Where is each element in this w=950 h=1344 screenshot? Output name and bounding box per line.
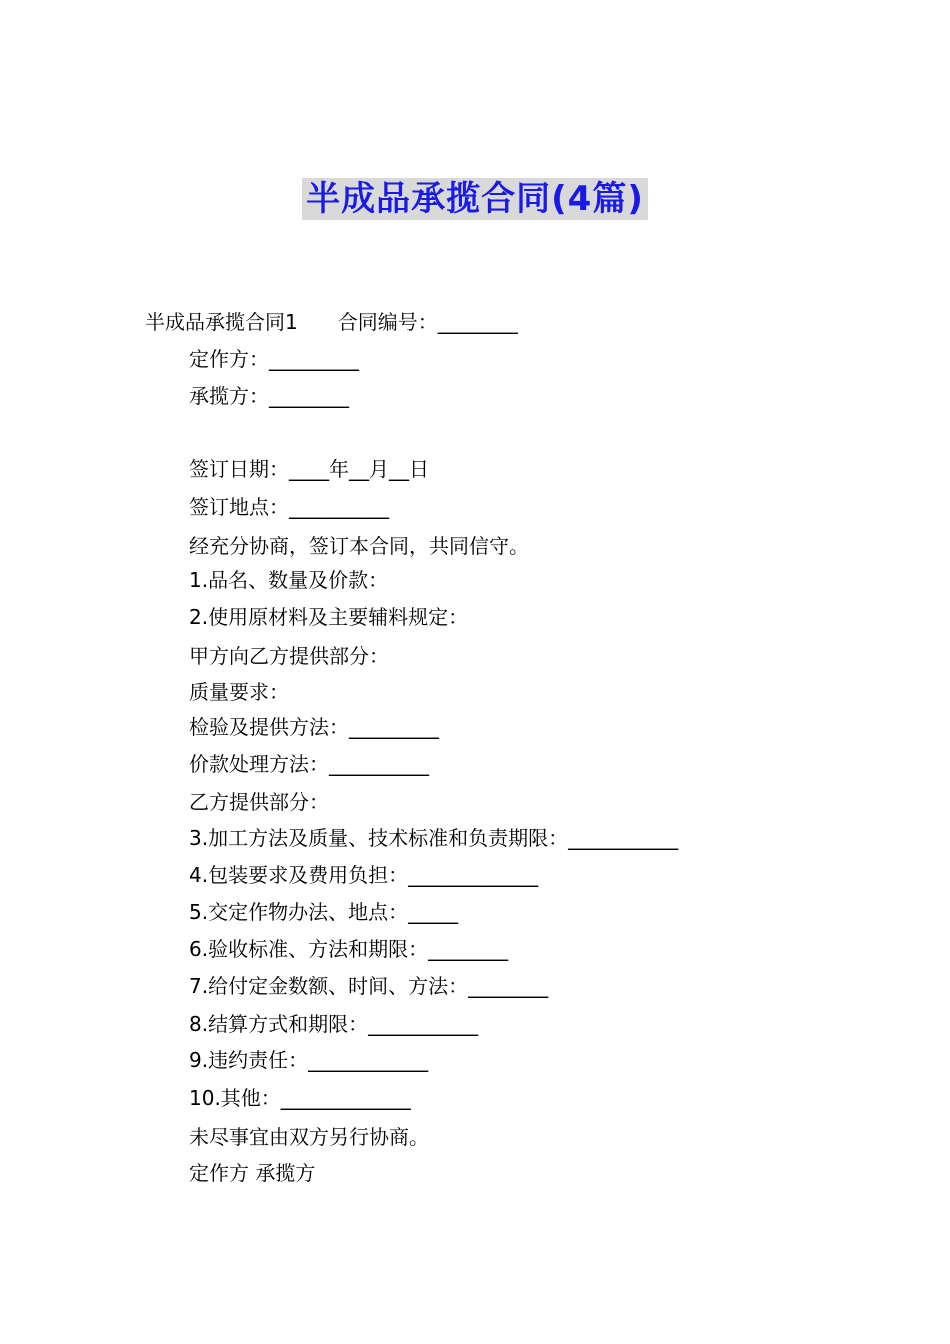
- clause-9-line: 9.违约责任：____________: [189, 1048, 429, 1072]
- preamble-line: 经充分协商，签订本合同，共同信守。: [189, 534, 529, 558]
- ordering-party-line: 定作方：_________: [189, 347, 359, 371]
- clause-10-line: 10.其他：_____________: [189, 1086, 411, 1110]
- party-b-supply-line: 乙方提供部分：: [189, 790, 329, 814]
- clause-1-line: 1.品名、数量及价款：: [189, 568, 389, 592]
- clause-7-line: 7.给付定金数额、时间、方法：________: [189, 974, 549, 998]
- clause-8-line: 8.结算方式和期限：___________: [189, 1012, 479, 1036]
- clause-5-line: 5.交定作物办法、地点：_____: [189, 900, 459, 924]
- clause-3-line: 3.加工方法及质量、技术标准和负责期限：___________: [189, 826, 679, 850]
- signing-date-line: 签订日期：____年__月__日: [189, 457, 429, 481]
- inspection-method-line: 检验及提供方法：_________: [189, 715, 439, 739]
- title-container: [0, 178, 950, 220]
- contract-heading-line: 半成品承揽合同1 合同编号：________: [145, 310, 518, 334]
- document-title: 半成品承揽合同(4篇): [302, 178, 648, 220]
- clause-6-line: 6.验收标准、方法和期限：________: [189, 937, 509, 961]
- quality-requirements-line: 质量要求：: [189, 680, 289, 704]
- remaining-matters-line: 未尽事宜由双方另行协商。: [189, 1125, 429, 1149]
- signing-place-line: 签订地点：__________: [189, 495, 389, 519]
- clause-2-line: 2.使用原材料及主要辅料规定：: [189, 605, 469, 629]
- contractor-line: 承揽方：________: [189, 384, 349, 408]
- price-handling-line: 价款处理方法：__________: [189, 752, 429, 776]
- clause-4-line: 4.包装要求及费用负担：_____________: [189, 863, 539, 887]
- signature-parties-line: 定作方 承揽方: [189, 1161, 316, 1185]
- party-a-supply-line: 甲方向乙方提供部分：: [189, 644, 389, 668]
